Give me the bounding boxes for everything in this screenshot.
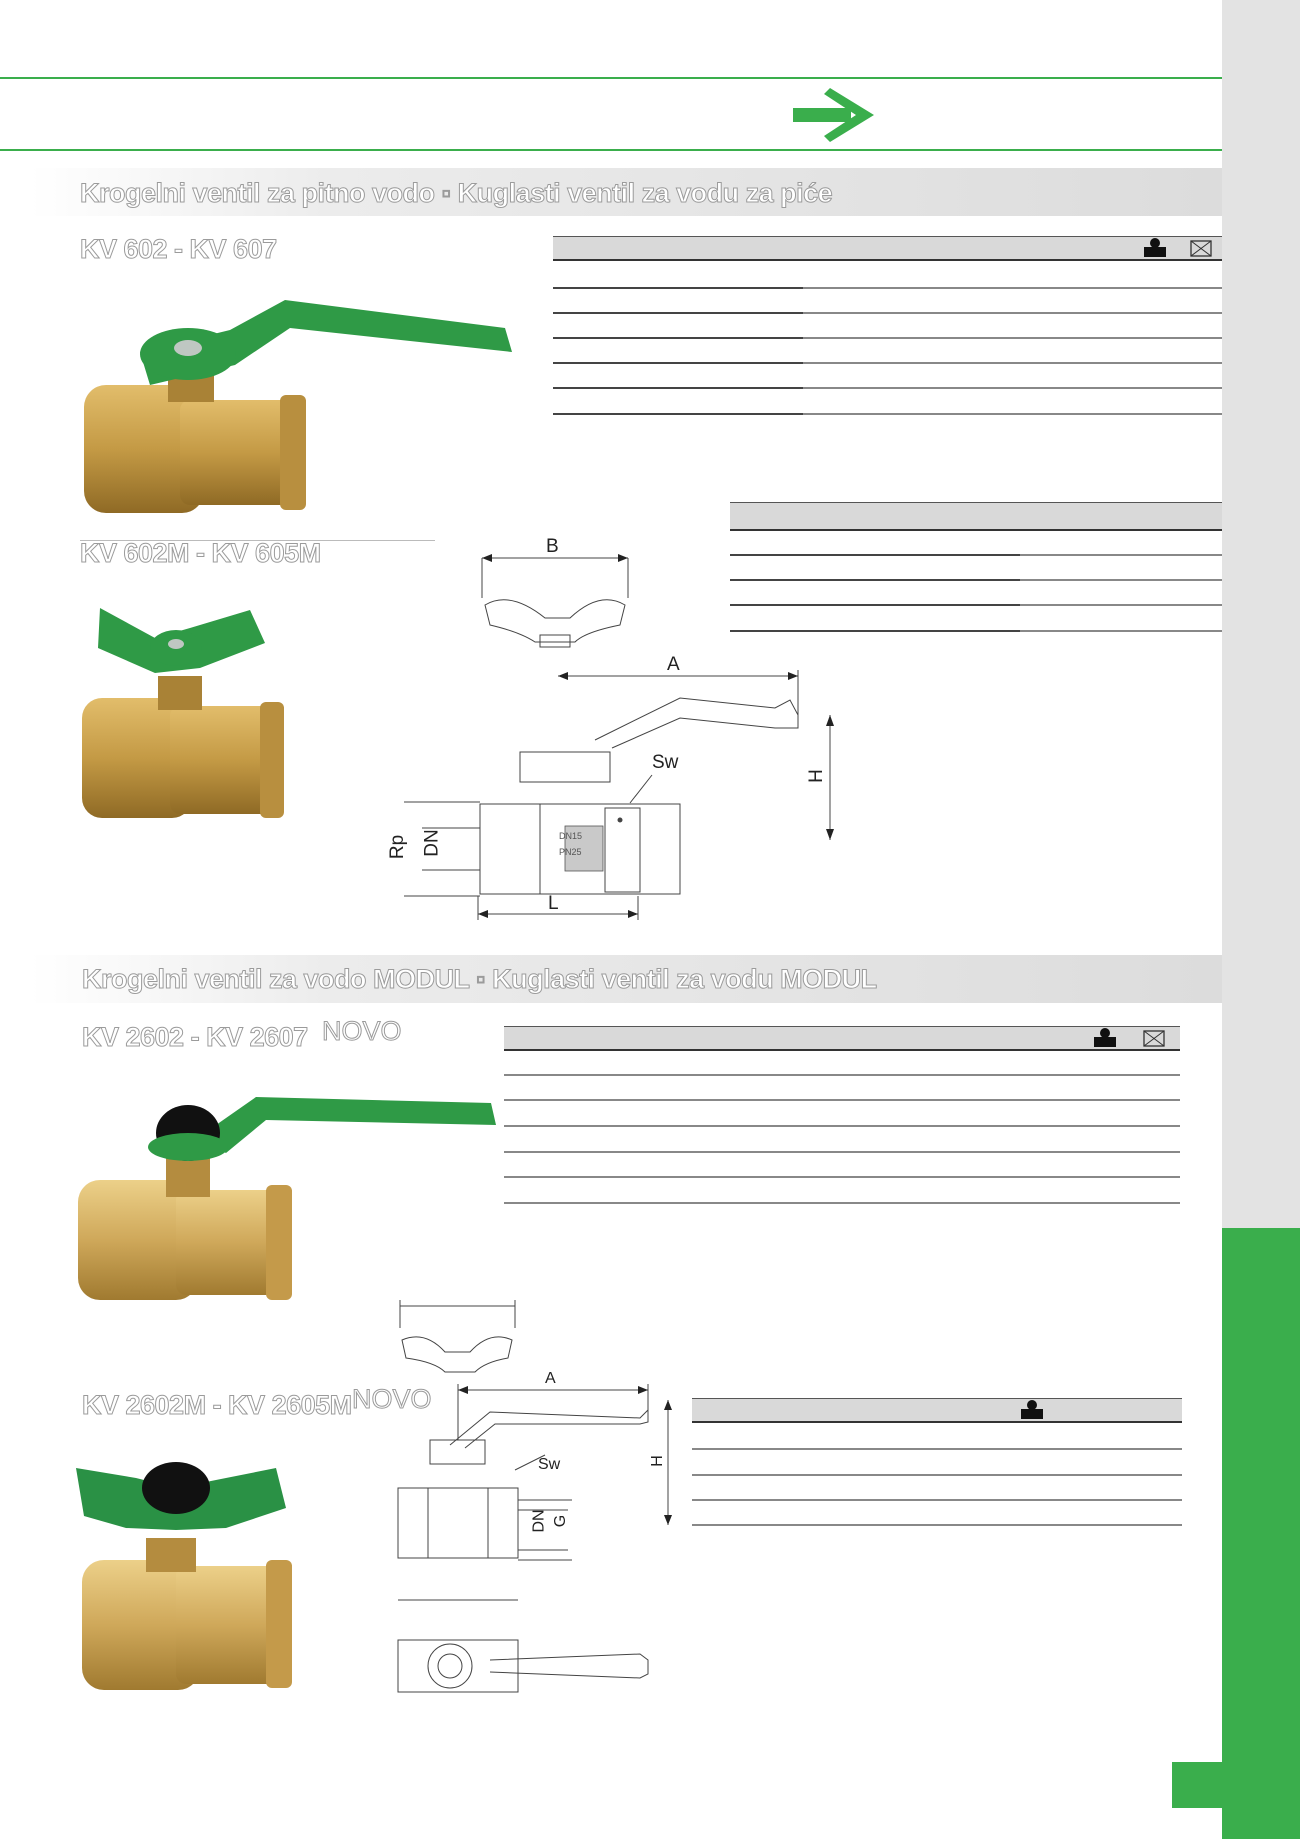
table-row xyxy=(504,1202,1180,1204)
dimension-label-dn: DN xyxy=(530,1509,548,1533)
table-row xyxy=(504,1125,1180,1127)
butterfly-valve-photo xyxy=(80,598,310,828)
table-row xyxy=(553,362,803,364)
product-model: KV 2602M - KV 2605M xyxy=(82,1390,352,1420)
table-row xyxy=(1020,604,1222,606)
table-row xyxy=(803,362,1222,364)
product-model: KV 2602 - KV 2607 xyxy=(82,1022,308,1052)
dimension-label-a: A xyxy=(667,654,680,675)
dimension-label-b: B xyxy=(546,536,559,557)
dimension-label-dn: DN xyxy=(421,829,443,857)
dimension-label-l: L xyxy=(548,893,559,914)
package-icon xyxy=(1141,1028,1169,1048)
weight-icon xyxy=(1141,238,1169,258)
table-row xyxy=(803,312,1222,314)
table-row xyxy=(553,337,803,339)
table-row xyxy=(803,287,1222,289)
table-row xyxy=(1020,630,1222,632)
package-icon xyxy=(1188,238,1216,258)
table-row xyxy=(692,1524,1182,1526)
table-row xyxy=(504,1151,1180,1153)
ball-valve-photo xyxy=(80,290,520,520)
table-row xyxy=(504,1099,1180,1101)
product-model: KV 602M - KV 605M xyxy=(80,538,321,568)
table-row xyxy=(553,287,803,289)
table-row xyxy=(803,337,1222,339)
dimension-label-sw: Sw xyxy=(652,752,679,773)
section-title: Krogelni ventil za vodo MODUL ▫ Kuglasti ventil za vodu MODUL xyxy=(82,964,877,994)
table-row xyxy=(1020,554,1222,556)
table-row xyxy=(1020,579,1222,581)
table-header xyxy=(692,1398,1182,1423)
dimension-label-rp: Rp xyxy=(387,834,409,860)
table-row xyxy=(803,413,1222,415)
weight-icon xyxy=(1018,1400,1046,1420)
section-title: Krogelni ventil za pitno vodo ▫ Kuglasti ventil za vodu za piće xyxy=(80,178,833,208)
dimension-label-g: G xyxy=(552,1514,570,1528)
table-row xyxy=(692,1499,1182,1501)
dimension-label-h: H xyxy=(805,769,827,783)
table-header xyxy=(504,1026,1180,1051)
butterfly-valve-photo xyxy=(76,1448,306,1698)
page-tab-marker xyxy=(1172,1762,1222,1808)
new-badge: NOVO xyxy=(352,1384,432,1414)
table-header xyxy=(730,502,1222,531)
table-row xyxy=(553,387,803,389)
header-bottom-rule xyxy=(0,149,1222,151)
table-row xyxy=(504,1074,1180,1076)
drawing-label: PN25 xyxy=(559,847,582,857)
technical-drawing xyxy=(380,530,850,920)
weight-icon xyxy=(1091,1028,1119,1048)
table-row xyxy=(803,387,1222,389)
dimension-label-sw: Sw xyxy=(538,1456,561,1473)
right-arrow-icon xyxy=(790,86,876,146)
dimension-label-h: H xyxy=(648,1455,666,1467)
product-model: KV 602 - KV 607 xyxy=(80,234,277,264)
new-badge: NOVO xyxy=(322,1016,402,1046)
table-row xyxy=(553,312,803,314)
drawing-label: DN15 xyxy=(559,831,583,841)
header-top-rule xyxy=(0,77,1222,79)
table-row xyxy=(553,413,803,415)
table-row xyxy=(692,1474,1182,1476)
table-row xyxy=(504,1176,1180,1178)
table-header xyxy=(553,236,1222,261)
dimension-label-a: A xyxy=(545,1370,556,1387)
table-row xyxy=(692,1448,1182,1450)
ball-valve-photo xyxy=(76,1095,506,1305)
sidebar-green-tab xyxy=(1222,1228,1300,1839)
